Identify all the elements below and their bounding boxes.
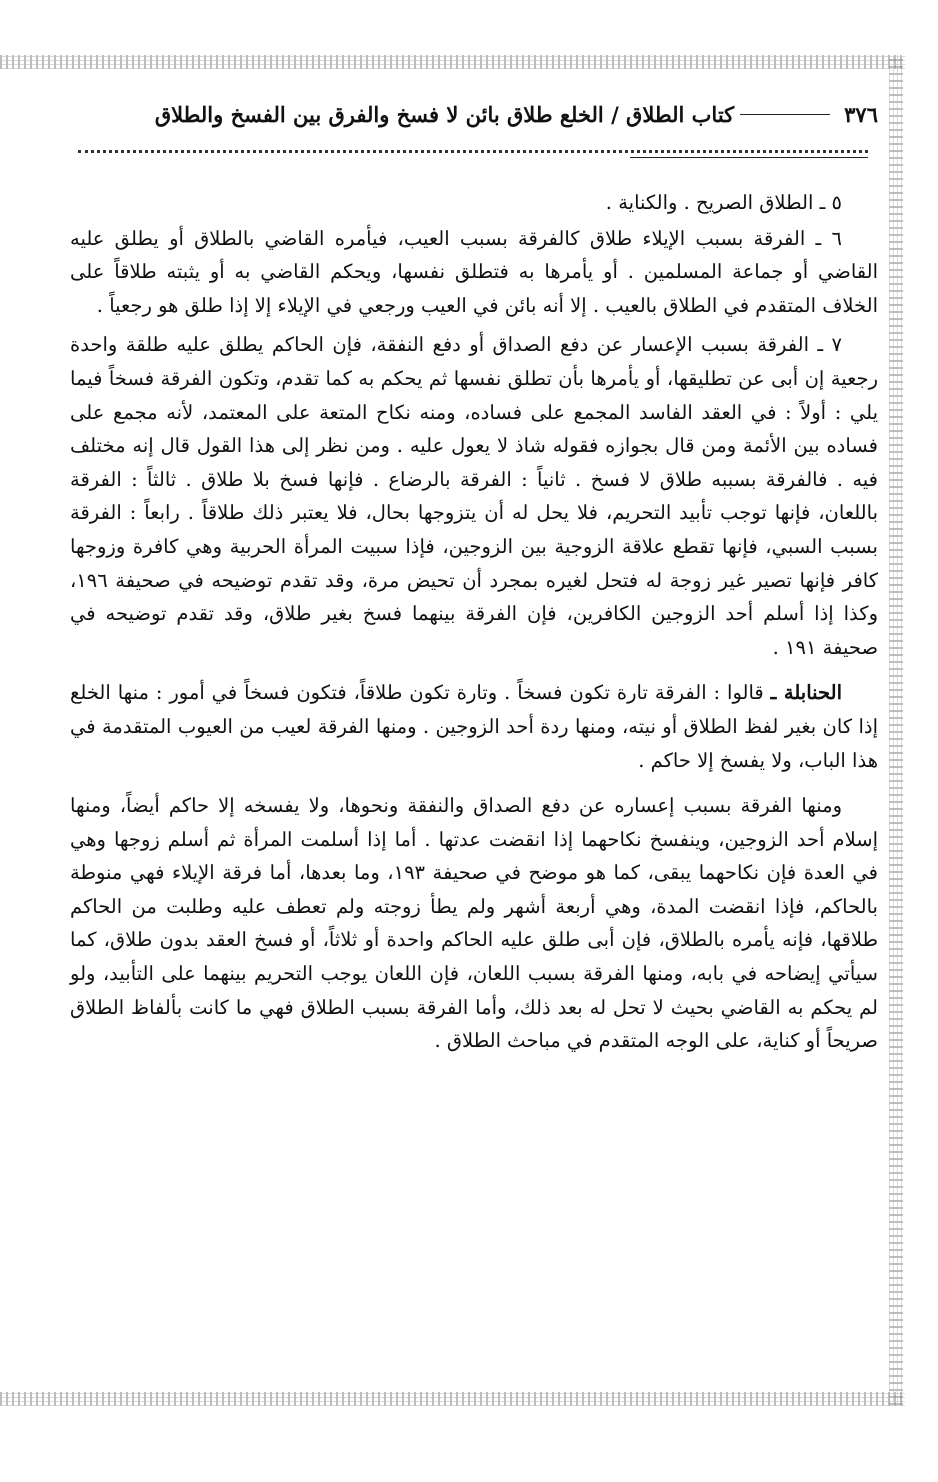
paragraph-7: ٧ ـ الفرقة بسبب الإعسار عن دفع الصداق أو دفع النفقة، فإن الحاكم يطلق عليه طلقة واحدة رجعية إن أبى عن تطليقها، أو يأمرها بأن تطلق نفسها ثم يحكم به كما تقدم، وتكون الفرقة فسخاً فيما يلي : أولاً : في العقد الفاسد المجمع على فساده، ومنه نكاح المتعة على المعتمد، لأنه مجمع على فساده بين الأئمة ومن قال بجوازه فقوله شاذ لا يعول عليه . ومن نظر إلى هذا القول قال إنه مختلف فيه . فالفرقة بسببه طلاق لا فسخ . ثانياً : الفرقة بالرضاع . فإنها فسخ بلا طلاق . ثالثاً : الفرقة باللعان، فإنها توجب تأبيد التحريم، فلا يحل له أن يتزوجها بحال، فلا يعتبر ذلك طلاقاً . رابعاً : الفرقة بسبب السبي، فإنها تقطع علاقة الزوجية بين الزوجين، فإذا سبيت المرأة الحربية وهي كافرة وزوجها كافر فإنها تصير غير زوجة له فتحل لغيره بمجرد أن تحيض مرة، وقد تقدم توضيحه في صحيفة ١٩٦، وكذا إذا أسلم أحد الزوجين الكافرين، فإن الفرقة بينهما فسخ بغير طلاق، وقد تقدم توضيحه في صحيفة ١٩١ . <box>70 333 878 659</box>
paragraph-continuation: ومنها الفرقة بسبب إعساره عن دفع الصداق والنفقة ونحوها، ولا يفسخه إلا حاكم أيضاً، ومنها إسلام أحد الزوجين، وينفسخ نكاحهما إذا انقضت عدتها . أما إذا أسلمت المرأة ثم أسلم زوجها وهي في العدة فإن نكاحهما يبقى، كما هو موضح في صحيفة ١٩٣، وما بعدها، أما فرقة الإيلاء فهي منوطة بالحاكم، فإذا انقضت المدة، وهي أربعة أشهر ولم يطأ زوجته ولم تعطف عليه وطلبت من الحاكم طلاقها، فإنه يأمره بالطلاق، فإن أبى طلق عليه الحاكم واحدة أو ثلاثاً، أو فسخ العقد بدون طلاق، كما سيأتي إيضاحه في بابه، ومنها الفرقة بسبب اللعان، فإن اللعان يوجب التحريم بينهما على التأبيد، ولو لم يحكم به القاضي بحيث لا تحل له بعد ذلك، وأما الفرقة بسبب الطلاق فهي ما كانت بألفاظ الطلاق صريحاً أو كناية، على الوجه المتقدم في مباحث الطلاق . <box>70 794 878 1053</box>
running-header <box>70 96 878 132</box>
ornamental-border-bottom <box>0 1392 905 1406</box>
paragraph-5: ٥ ـ الطلاق الصريح . والكناية . <box>605 191 842 214</box>
header-title: كتاب الطلاق / الخلع طلاق بائن لا فسخ والفرق بين الفسخ والطلاق <box>154 101 735 127</box>
hanabila-heading: الحنابلة ـ <box>770 681 842 705</box>
header-rule <box>740 114 830 115</box>
solid-separator <box>630 157 868 158</box>
page-number: ٣٧٦ <box>844 101 878 127</box>
page-body <box>70 186 878 1064</box>
paragraph-hanabila <box>70 676 878 777</box>
hanabila-text: قالوا : الفرقة تارة تكون فسخاً . وتارة تكون طلاقاً، فتكون فسخاً في أمور : منها الخلع إذا كان بغير لفظ الطلاق أو نيته، ومنها ردة أحد الزوجين . ومنها الفرقة لعيب من العيوب المتقدمة في هذا الباب، ولا يفسخ إلا حاكم . <box>70 681 878 772</box>
ornamental-border-right <box>889 55 903 1405</box>
ornamental-border-top <box>0 55 905 69</box>
dotted-separator <box>78 150 868 153</box>
paragraph-6: ٦ ـ الفرقة بسبب الإيلاء طلاق كالفرقة بسبب العيب، فيأمره القاضي بالطلاق أو يطلق عليه القاضي أو جماعة المسلمين . أو يأمرها به فتطلق نفسها، ويحكم القاضي به أو يثبته طلاقاً على الخلاف المتقدم في الطلاق بالعيب . إلا أنه بائن في العيب ورجعي في الإيلاء إلا إذا طلق هو رجعياً . <box>70 226 878 317</box>
